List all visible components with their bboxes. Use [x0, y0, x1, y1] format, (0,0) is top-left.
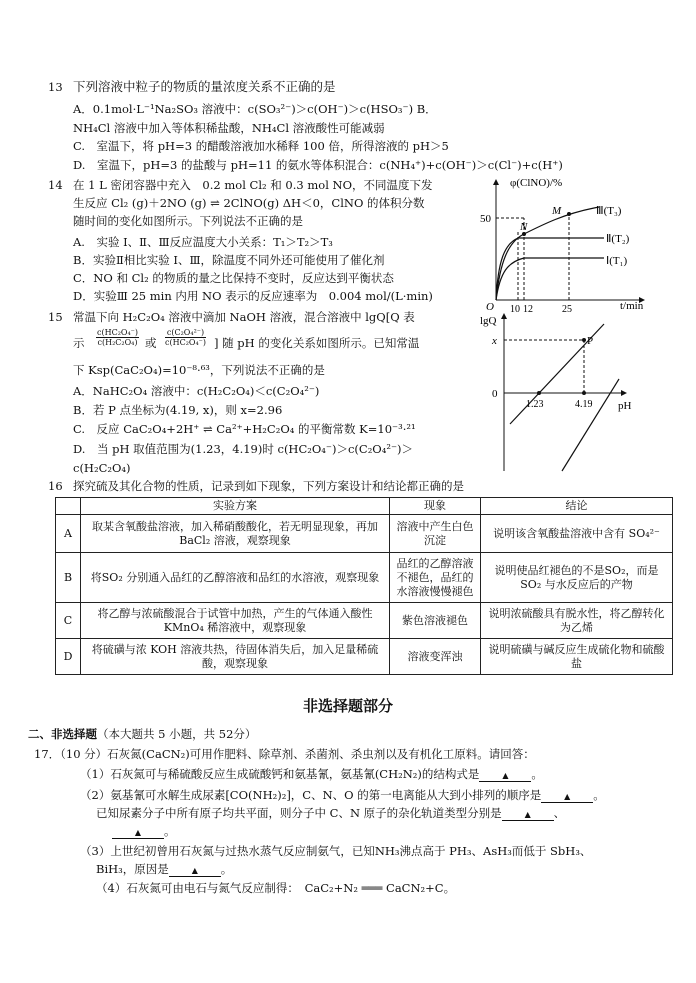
- row-observation: 品红的乙醇溶液不褪色，品红的水溶液慢慢褪色: [390, 553, 481, 603]
- table-header-plan: 实验方案: [81, 498, 390, 515]
- q16-experiment-table: [55, 497, 673, 675]
- curve-I-label: Ⅰ(T₁): [606, 255, 628, 267]
- curve-II-label: Ⅱ(T₂): [606, 233, 630, 245]
- q15-fraction-2: [165, 328, 206, 347]
- q14-stem-line3: 随时间的变化如图所示。下列说法不正确的是: [73, 214, 303, 228]
- row-conclusion: 说明浓硫酸具有脱水性，将乙醇转化为乙烯: [481, 603, 673, 639]
- point-p-marker: [582, 338, 586, 342]
- row-plan: 将硫磺与浓 KOH 溶液共热，待固体消失后，加入足量稀硫酸，观察现象: [81, 639, 390, 675]
- table-row: [56, 603, 673, 639]
- intercept-419-marker: [582, 391, 586, 395]
- q14-stem-line2: 生反应 Cl₂ (g)＋2NO (g) ⇌ 2ClNO(g) ΔH＜0，ClNO 的体积分数: [73, 196, 425, 210]
- q14-option-c: C．NO 和 Cl₂ 的物质的量之比保持不变时，反应达到平衡状态: [73, 271, 394, 285]
- q17-part2b: [96, 806, 565, 821]
- row-plan: 将SO₂ 分别通入品红的乙醇溶液和品红的水溶液，观察现象: [81, 553, 390, 603]
- y-axis-label: φ(ClNO)/%: [510, 177, 563, 189]
- table-header-row: [56, 498, 673, 515]
- curve-I: [496, 258, 604, 300]
- q17-part2c: [112, 824, 176, 839]
- table-row: [56, 553, 673, 603]
- answer-blank-1[interactable]: ▲: [479, 771, 531, 782]
- row-plan: 取某含氧酸盐溶液，加入稀硝酸酸化，若无明显现象，再加 BaCl₂ 溶液，观察现象: [81, 515, 390, 553]
- y-axis-label: lgQ: [480, 315, 497, 327]
- q17-part3b-period: 。: [220, 862, 233, 876]
- q15-stem-line2: ] 随 pH 的变化关系如图所示。已知常温: [214, 336, 420, 350]
- part2-title: 非选择题部分: [302, 697, 393, 715]
- x-axis-label: t/min: [620, 300, 644, 312]
- q17-part2b-comma: 、: [553, 806, 566, 820]
- table-header-empty: [56, 498, 81, 515]
- q13-option-c: C. 室温下，将 pH=3 的醋酸溶液加水稀释 100 倍，所得溶液的 pH＞5: [73, 139, 449, 153]
- q15-option-d-cont: c(H₂C₂O₄): [73, 461, 131, 475]
- clno-fraction-chart: [474, 172, 682, 312]
- table-header-observation: 现象: [390, 498, 481, 515]
- q13-stem: 下列溶液中粒子的物质的量浓度关系不正确的是: [73, 79, 336, 94]
- q15-option-d: D. 当 pH 取值范围为(1.23，4.19)时 c(HC₂O₄⁻)＞c(C₂O₄²⁻)＞: [73, 442, 414, 456]
- row-conclusion: 说明硫磺与碱反应生成硫化物和硫酸盐: [481, 639, 673, 675]
- x-axis-label: pH: [618, 400, 632, 412]
- q14-option-b: B．实验Ⅱ相比实验 Ⅰ、Ⅲ，除温度不同外还可能使用了催化剂: [73, 253, 385, 267]
- x-tick-12: 12: [523, 304, 533, 312]
- origin-label: O: [486, 301, 494, 312]
- x-tick-419: 4.19: [575, 399, 593, 410]
- x-tick-10: 10: [510, 304, 520, 312]
- q17-part2a: [80, 788, 605, 803]
- q17-part2a-text: （2）氨基氰可水解生成尿素[CO(NH₂)₂]，C、N、O 的第一电离能从大到小排列的顺序是: [80, 788, 542, 802]
- q17-part1: [80, 767, 543, 782]
- q17-part1-text: （1）石灰氮可与稀硫酸反应生成硫酸钙和氨基氰，氨基氰(CH₂N₂)的结构式是: [80, 767, 480, 781]
- answer-blank-3[interactable]: ▲: [502, 810, 554, 821]
- q14-number: 14: [48, 178, 63, 192]
- row-label: A: [56, 515, 81, 553]
- q17-part1-period: 。: [531, 767, 543, 781]
- part2-section: 二、非选择题: [28, 727, 97, 741]
- q14-option-d: D．实验Ⅲ 25 min 内用 NO 表示的反应速率为 0.004 mol/(L·min): [73, 289, 433, 303]
- q15-option-b: B．若 P 点坐标为(4.19, x)，则 x=2.96: [73, 403, 283, 417]
- q17-part4: （4）石灰氮可由电石与氮气反应制得： CaC₂+N₂ ═══ CaCN₂+C。: [96, 881, 456, 895]
- x-tick-25: 25: [562, 304, 572, 312]
- q13-option-d: D. 室温下，pH=3 的盐酸与 pH=11 的氨水等体积混合：c(NH₄⁺)+c(OH⁻)＞c(Cl⁻)+c(H⁺): [73, 158, 563, 172]
- intercept-123-marker: [537, 391, 541, 395]
- row-observation: 溶液变浑浊: [390, 639, 481, 675]
- point-p-label: P: [587, 335, 594, 347]
- point-n-label: N: [520, 221, 528, 233]
- q13-number: 13: [48, 80, 63, 94]
- curve-II: [496, 238, 604, 300]
- row-conclusion: 说明该含氧酸盐溶液中含有 SO₄²⁻: [481, 515, 673, 553]
- q15-option-a: A．NaHC₂O₄ 溶液中：c(H₂C₂O₄)＜c(C₂O₄²⁻): [73, 384, 320, 398]
- q15-number: 15: [48, 310, 63, 324]
- answer-blank-2[interactable]: ▲: [541, 792, 593, 803]
- q13-option-a: A．0.1mol·L⁻¹Na₂SO₃ 溶液中：c(SO₃²⁻)＞c(OH⁻)＞c(HSO₃⁻) B．: [73, 102, 437, 116]
- q17-part3b: [96, 862, 232, 877]
- x-tick-123: 1.23: [526, 399, 544, 410]
- q17-part2a-period: 。: [593, 788, 605, 802]
- curve-III-label: Ⅲ(T₃): [596, 205, 622, 217]
- q16-number: 16: [48, 479, 63, 493]
- lgq-ph-chart: [474, 306, 682, 476]
- y-tick-x: x: [492, 335, 497, 347]
- q17-part3a: （3）上世纪初曾用石灰氮与过热水蒸气反应制氨气，已知NH₃沸点高于 PH₃、AsH₃而低于 SbH₃、: [80, 844, 592, 858]
- q15-fraction-2-top: c(C₂O₄²⁻): [166, 328, 205, 337]
- q15-option-c: C. 反应 CaC₂O₄+2H⁺ ⇌ Ca²⁺+H₂C₂O₄ 的平衡常数 K=10⁻³·²¹: [73, 422, 416, 436]
- q15-fraction-1-bottom: c(H₂C₂O₄): [97, 338, 138, 347]
- table-header-conclusion: 结论: [481, 498, 673, 515]
- point-m-label: M: [552, 205, 562, 217]
- q15-fraction-2-bottom: c(HC₂O₄⁻): [165, 338, 207, 347]
- answer-blank-5[interactable]: ▲: [169, 866, 221, 877]
- q17-intro: 17．（10 分）石灰氮(CaCN₂)可用作肥料、除草剂、杀菌剂、杀虫剂以及有机化工原料。请回答：: [34, 747, 535, 761]
- table-row: [56, 515, 673, 553]
- q13-option-b: NH₄Cl 溶液中加入等体积稀盐酸，NH₄Cl 溶液酸性可能减弱: [73, 121, 385, 135]
- row-label: B: [56, 553, 81, 603]
- part2-section-note: （本大题共 5 小题，共 52分）: [97, 727, 257, 741]
- q15-or: 或: [145, 336, 157, 350]
- q14-option-a: A. 实验 Ⅰ、Ⅱ、Ⅲ反应温度大小关系：T₁＞T₂＞T₃: [73, 235, 333, 249]
- q15-stem-shi: 示: [73, 336, 85, 350]
- q17-part2c-period: 。: [164, 824, 176, 838]
- row-label: D: [56, 639, 81, 675]
- y-tick-0: 0: [492, 388, 498, 400]
- q16-stem: 探究硫及其化合物的性质，记录到如下现象，下列方案设计和结论都正确的是: [73, 479, 464, 493]
- q15-fraction-1-top: c(HC₂O₄⁻): [97, 328, 139, 337]
- y-tick-50: 50: [480, 213, 491, 225]
- q15-fraction-1: [96, 328, 139, 347]
- part2-heading: [28, 727, 256, 741]
- q15-stem-line1: 常温下向 H₂C₂O₄ 溶液中滴加 NaOH 溶液，混合溶液中 lgQ[Q 表: [73, 310, 415, 324]
- row-observation: 紫色溶液褪色: [390, 603, 481, 639]
- q17-part2b-text: 已知尿素分子中所有原子均共平面，则分子中 C、N 原子的杂化轨道类型分别是: [96, 806, 502, 820]
- row-observation: 溶液中产生白色沉淀: [390, 515, 481, 553]
- point-m-marker: [567, 212, 571, 216]
- row-conclusion: 说明使品红褪色的不是SO₂，而是 SO₂ 与水反应后的产物: [481, 553, 673, 603]
- q17-part3b-text: BiH₃，原因是: [96, 862, 169, 876]
- curve-III: [496, 207, 599, 300]
- row-label: C: [56, 603, 81, 639]
- row-plan: 将乙醇与浓硫酸混合于试管中加热，产生的气体通入酸性 KMnO₄ 稀溶液中，观察现象: [81, 603, 390, 639]
- table-row: [56, 639, 673, 675]
- answer-blank-4[interactable]: ▲: [112, 828, 164, 839]
- q15-stem-line3: 下 Ksp(CaC₂O₄)=10⁻⁸·⁶³，下列说法不正确的是: [73, 363, 325, 377]
- q14-stem-line1: 在 1 L 密闭容器中充入 0.2 mol Cl₂ 和 0.3 mol NO，不同温度下发: [73, 178, 433, 192]
